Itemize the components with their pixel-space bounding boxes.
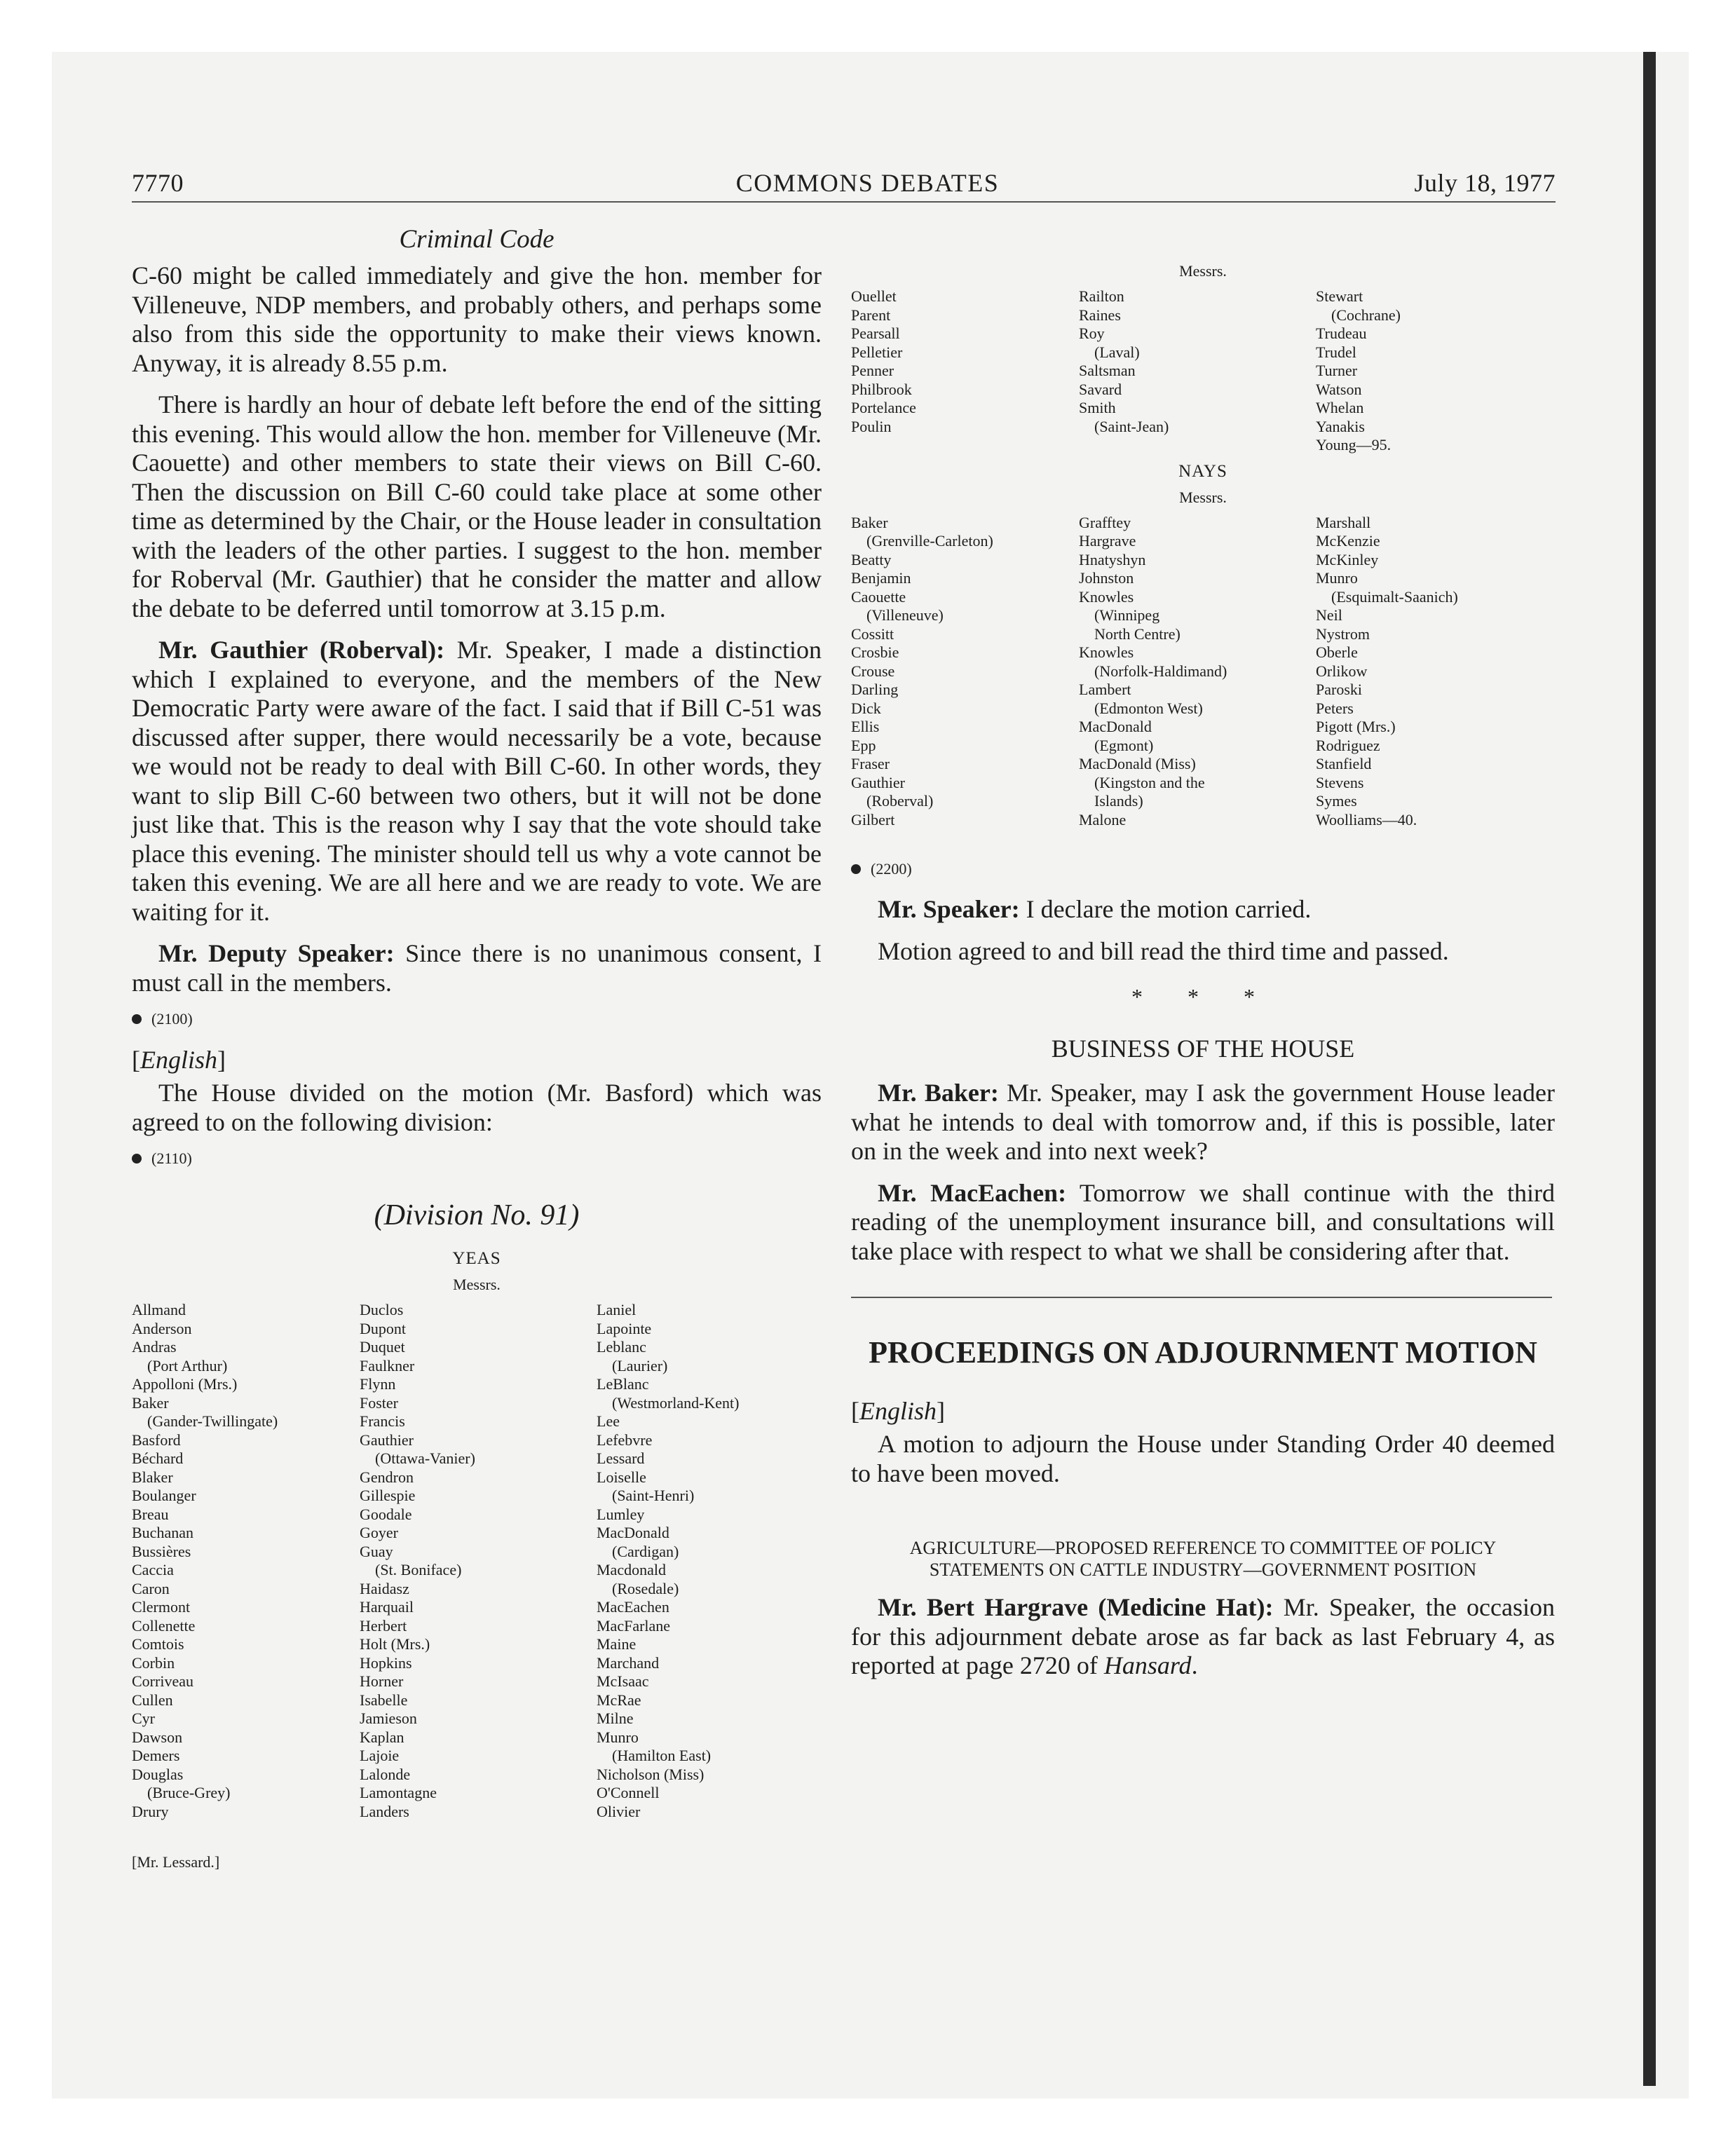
speech-text: I declare the motion carried. — [1019, 895, 1312, 923]
speaker-name: Mr. Bert Hargrave (Medicine Hat): — [878, 1593, 1274, 1621]
language-label: English — [140, 1046, 218, 1074]
publication-reference: Hansard — [1103, 1651, 1192, 1679]
time-marker — [132, 1149, 822, 1168]
speech-paragraph — [851, 1593, 1555, 1681]
bracket-open: [ — [851, 1397, 859, 1425]
time-marker — [851, 860, 1555, 878]
nays-heading: NAYS — [1178, 461, 1227, 481]
publication-title: COMMONS DEBATES — [735, 169, 1000, 197]
paragraph: C-60 might be called immediately and give the hon. member for Villeneuve, NDP members, and probably others, and perhaps some also from this side the opportunity to make their views known. Anyway, it is already 8.55 p.m. — [132, 261, 822, 377]
language-tag — [132, 1045, 822, 1074]
speech-paragraph — [132, 939, 822, 997]
footnote: [Mr. Lessard.] — [132, 1853, 220, 1871]
yeas-name-list — [132, 1301, 822, 1821]
language-tag — [851, 1396, 1555, 1426]
bracket-close: ] — [217, 1046, 226, 1074]
bullet-icon — [851, 864, 861, 874]
paragraph: A motion to adjourn the House under Standing Order 40 deemed to have been moved. — [851, 1430, 1555, 1487]
bracket-close: ] — [937, 1397, 946, 1425]
paragraph: The House divided on the motion (Mr. Basford) which was agreed to on the following division: — [132, 1079, 822, 1136]
section-rule — [851, 1297, 1552, 1298]
name-column: Ouellet Parent Pearsall Pelletier Penner Philbrook Portelance Poulin — [851, 287, 916, 435]
time-label: (2100) — [151, 1010, 193, 1028]
speaker-name: Mr. Deputy Speaker: — [158, 939, 395, 967]
time-marker — [132, 1010, 822, 1028]
speech-text: Mr. Speaker, I made a distinction which I explained to everyone, and the members of the New Democratic Party were aware of the fact. I said that if Bill C-51 was discussed after supper, there would necessarily be a vote, because we would not be ready to deal with Bill C-60. In other words, they want to slip Bill C-60 between two others, but it will not be done just like that. This is the reason why I say that the vote should take place this evening. The minister should tell us why a vote cannot be taken this evening. We are all here and we are ready to vote. We are waiting for it. — [132, 636, 822, 926]
bullet-icon — [132, 1154, 142, 1164]
bullet-icon — [132, 1014, 142, 1024]
yeas-heading: YEAS — [452, 1249, 501, 1268]
time-label: (2110) — [151, 1149, 192, 1167]
speech-text: Tomorrow we shall continue with the third reading of the unemployment insurance bill, and consultations will take place with respect to what we shall be considering after that. — [851, 1178, 1555, 1265]
name-column: Duclos Dupont Duquet Faulkner Flynn Foster Francis Gauthier (Ottawa-Vanier) Gendron Gillespie Goodale Goyer Guay (St. Boniface) Haidasz Harquail Herbert Holt (Mrs.) Hopkins Horner Isabelle Jamieson Kaplan Lajoie Lalonde Lamontagne Landers — [360, 1301, 475, 1820]
right-column — [851, 258, 1555, 1693]
division-title: (Division No. 91) — [374, 1199, 580, 1231]
running-title: Criminal Code — [399, 225, 554, 254]
paragraph: Motion agreed to and bill read the third time and passed. — [878, 936, 1449, 965]
speech-paragraph — [851, 1079, 1555, 1166]
speech-text: Mr. Speaker, the occasion for this adjournment debate arose as far back as last February 4, as reported at page 2720 of — [851, 1593, 1555, 1679]
speaker-name: Mr. Speaker: — [878, 895, 1020, 923]
name-column: Baker (Grenville-Carleton) Beatty Benjamin Caouette (Villeneuve) Cossitt Crosbie Crouse Darling Dick Ellis Epp Fraser Gauthier (Roberval) Gilbert — [851, 513, 993, 828]
bracket-open: [ — [132, 1046, 140, 1074]
header-rule — [132, 201, 1556, 203]
speech-text: Mr. Speaker, may I ask the government House leader what he intends to deal with tomorrow and, if this is possible, later on in the week and into next week? — [851, 1079, 1555, 1165]
section-title: BUSINESS OF THE HOUSE — [1051, 1035, 1355, 1063]
section-separator: * * * — [1131, 984, 1274, 1009]
page-number: 7770 — [132, 169, 184, 197]
speech-paragraph — [851, 895, 1555, 925]
speech-paragraph — [851, 1179, 1555, 1267]
speaker-name: Mr. MacEachen: — [878, 1178, 1067, 1207]
speech-text: Since there is no unanimous consent, I must call in the members. — [132, 939, 822, 997]
name-column: Allmand Anderson Andras (Port Arthur) Appolloni (Mrs.) Baker (Gander-Twillingate) Basford Béchard Blaker Boulanger Breau Buchanan Bussières Caccia Caron Clermont Collenette Comtois Corbin Corriveau Cullen Cyr Dawson Demers Douglas (Bruce-Grey) Drury — [132, 1301, 278, 1820]
publication-date: July 18, 1977 — [1414, 169, 1556, 197]
page-spine-shadow — [1643, 52, 1656, 2086]
speech-paragraph — [132, 636, 822, 927]
messrs-label: Messrs. — [453, 1276, 501, 1293]
yeas-continued-name-list — [851, 287, 1555, 455]
left-column — [132, 224, 822, 1871]
debate-subject: AGRICULTURE—PROPOSED REFERENCE TO COMMITTEE OF POLICY STATEMENTS ON CATTLE INDUSTRY—GOVERNMENT POSITION — [909, 1538, 1497, 1580]
speaker-name: Mr. Baker: — [878, 1079, 999, 1107]
name-column: Laniel Lapointe Leblanc (Laurier) LeBlanc (Westmorland-Kent) Lee Lefebvre Lessard Loiselle (Saint-Henri) Lumley MacDonald (Cardigan) Macdonald (Rosedale) MacEachen MacFarlane Maine Marchand McIsaac McRae Milne Munro (Hamilton East) Nicholson (Miss) O'Connell Olivier — [597, 1301, 740, 1820]
language-label: English — [859, 1397, 937, 1425]
speech-text-end: . — [1191, 1651, 1198, 1679]
speaker-name: Mr. Gauthier (Roberval): — [158, 636, 445, 664]
name-column: Grafftey Hargrave Hnatyshyn Johnston Knowles (Winnipeg North Centre) Knowles (Norfolk-Haldimand) Lambert (Edmonton West) MacDonald (Egmont) MacDonald (Miss) (Kingston and the Islands) Malone — [1079, 513, 1227, 828]
nays-name-list — [851, 514, 1555, 830]
name-column: Railton Raines Roy (Laval) Saltsman Savard Smith (Saint-Jean) — [1079, 287, 1169, 435]
messrs-label: Messrs. — [1179, 488, 1227, 506]
name-column: Stewart (Cochrane) Trudeau Trudel Turner Watson Whelan Yanakis Young—95. — [1316, 287, 1401, 453]
time-label: (2200) — [871, 860, 912, 878]
proceedings-title: PROCEEDINGS ON ADJOURNMENT MOTION — [869, 1335, 1537, 1370]
name-column: Marshall McKenzie McKinley Munro (Esquimalt-Saanich) Neil Nystrom Oberle Orlikow Paroski Peters Pigott (Mrs.) Rodriguez Stanfield Stevens Symes Woolliams—40. — [1316, 513, 1458, 828]
paragraph: There is hardly an hour of debate left before the end of the sitting this evening. This would allow the hon. member for Villeneuve (Mr. Caouette) and other members to state their views on Bill C-60. Then the discussion on Bill C-60 could take place at some other time as determined by the Chair, or the House leader in consultation with the leaders of the other parties. I suggest to the hon. member for Roberval (Mr. Gauthier) that he consider the matter and allow the debate to be deferred until tomorrow at 3.15 p.m. — [132, 390, 822, 622]
messrs-label: Messrs. — [1179, 262, 1227, 280]
